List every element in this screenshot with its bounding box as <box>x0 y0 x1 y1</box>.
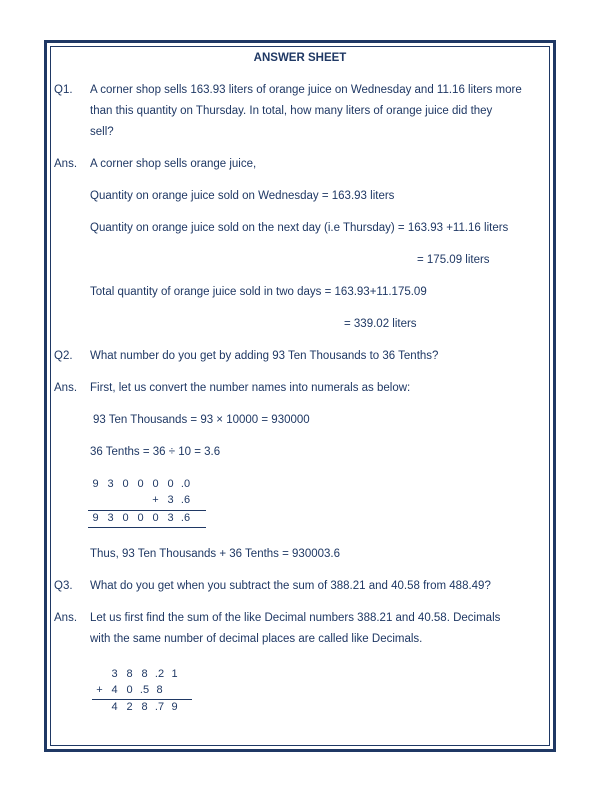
a2-label: Ans. <box>54 382 78 394</box>
a3-label: Ans. <box>54 612 78 624</box>
a2-calc-row-3: 9 3 0 0 0 3 .6 <box>92 512 191 524</box>
a1-total-result: = 339.02 liters <box>344 318 417 330</box>
a2-calc-row-1: 9 3 0 0 0 0 .0 <box>92 478 191 490</box>
a2-intro: First, let us convert the number names into numerals as below: <box>90 382 411 394</box>
a3-calc-row-1: 3 8 8 .2 1 <box>111 668 178 680</box>
a2-line-2: 36 Tenths = 36 ÷ 10 = 3.6 <box>90 446 221 458</box>
a3-line-2: with the same number of decimal places are called like Decimals. <box>90 633 423 645</box>
a1-wednesday: Quantity on orange juice sold on Wednesday = 163.93 liters <box>90 190 395 202</box>
q1-line-1: A corner shop sells 163.93 liters of orange juice on Wednesday and 11.16 liters more <box>90 84 522 96</box>
q3-label: Q3. <box>54 580 73 592</box>
a3-calc-row-3: 4 2 8 .7 9 <box>111 701 178 713</box>
q1-label: Q1. <box>54 84 73 96</box>
page-border <box>44 40 556 752</box>
a1-intro: A corner shop sells orange juice, <box>90 158 257 170</box>
q1-line-2: than this quantity on Thursday. In total, how many liters of orange juice did they <box>90 105 493 117</box>
q3-text: What do you get when you subtract the sum of 388.21 and 40.58 from 488.49? <box>90 580 491 592</box>
a2-calc-rule-top <box>88 510 206 511</box>
a1-thursday: Quantity on orange juice sold on the next day (i.e Thursday) = 163.93 +11.16 liters <box>90 222 509 234</box>
page-title: ANSWER SHEET <box>253 52 347 64</box>
a2-conclusion: Thus, 93 Ten Thousands + 36 Tenths = 930003.6 <box>90 548 341 560</box>
a2-calc-row-2: + 3 .6 <box>152 494 191 506</box>
q2-text: What number do you get by adding 93 Ten Thousands to 36 Tenths? <box>90 350 439 362</box>
a1-thursday-result: = 175.09 liters <box>417 254 490 266</box>
a2-line-1: 93 Ten Thousands = 93 × 10000 = 930000 <box>93 414 310 426</box>
a3-calc-row-2: + 4 0 .5 8 <box>96 684 163 696</box>
a1-total: Total quantity of orange juice sold in two days = 163.93+11.175.09 <box>90 286 427 298</box>
a3-line-1: Let us first find the sum of the like Decimal numbers 388.21 and 40.58. Decimals <box>90 612 501 624</box>
q2-label: Q2. <box>54 350 73 362</box>
a3-calc-rule <box>92 699 192 700</box>
a1-label: Ans. <box>54 158 78 170</box>
a2-calc-rule-bottom <box>88 527 206 528</box>
q1-line-3: sell? <box>90 126 114 138</box>
